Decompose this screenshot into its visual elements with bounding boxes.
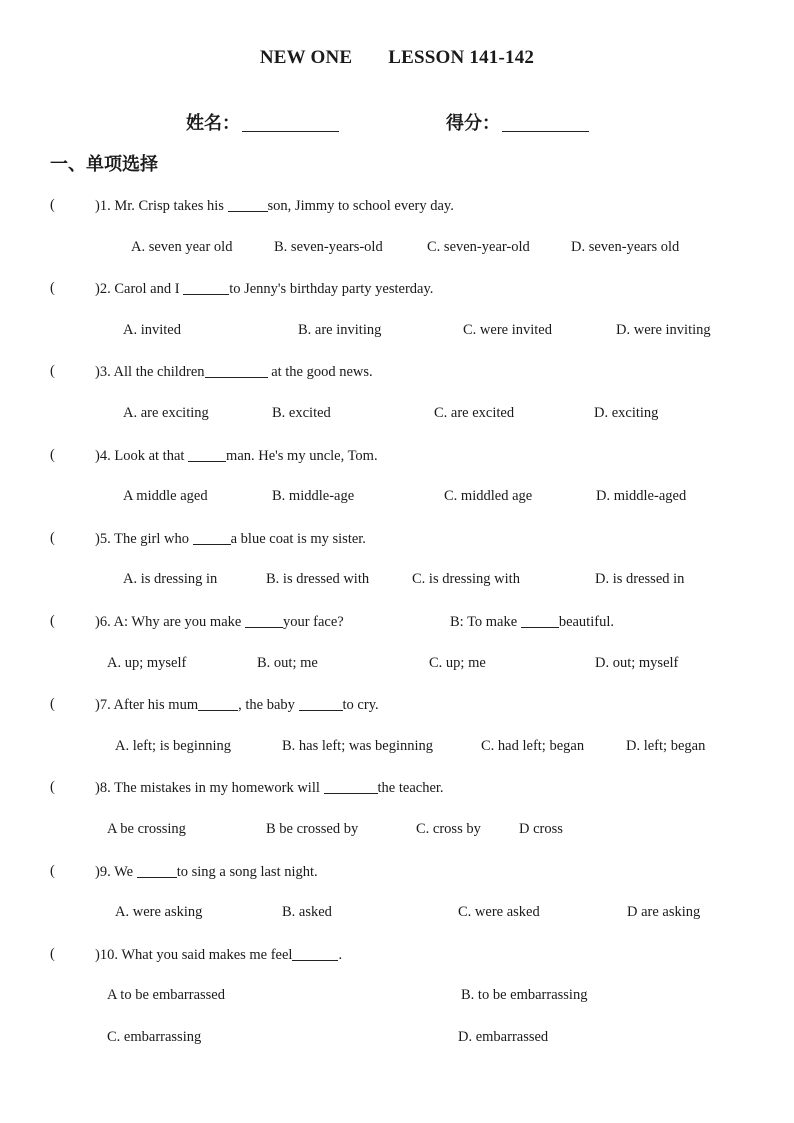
option-c[interactable]: C. cross by xyxy=(416,821,481,837)
blank xyxy=(521,613,559,628)
question-number: )4. xyxy=(95,448,111,464)
question-text: a blue coat is my sister. xyxy=(230,531,366,547)
answer-paren[interactable]: ( xyxy=(50,946,55,962)
name-blank[interactable] xyxy=(242,113,339,132)
option-a[interactable]: A. seven year old xyxy=(131,239,233,255)
option-a[interactable]: A. left; is beginning xyxy=(115,738,231,754)
score-field[interactable] xyxy=(446,109,589,135)
blank xyxy=(292,946,338,961)
answer-paren[interactable]: ( xyxy=(50,613,55,629)
answer-paren[interactable]: ( xyxy=(50,447,55,463)
option-b[interactable]: B. to be embarrassing xyxy=(461,987,588,1003)
blank xyxy=(324,779,378,794)
score-label: 得分： xyxy=(446,113,500,133)
option-c[interactable]: C. were invited xyxy=(463,322,552,338)
blank xyxy=(205,363,268,378)
option-a[interactable]: A to be embarrassed xyxy=(107,987,225,1003)
option-a[interactable]: A. are exciting xyxy=(123,405,209,421)
page-title xyxy=(0,47,794,69)
option-d[interactable]: D. seven-years old xyxy=(571,239,680,255)
option-d[interactable]: D cross xyxy=(519,821,563,837)
name-field[interactable] xyxy=(186,109,339,135)
question-text: son, Jimmy to school every day. xyxy=(267,198,454,214)
question-number: )3. xyxy=(95,364,111,380)
option-b[interactable]: B. out; me xyxy=(257,655,318,671)
answer-paren[interactable]: ( xyxy=(50,363,55,379)
question-text: Mr. Crisp takes his xyxy=(114,198,228,214)
option-a[interactable]: A be crossing xyxy=(107,821,186,837)
question-number: )1. xyxy=(95,198,111,214)
option-c[interactable]: C. were asked xyxy=(458,904,540,920)
option-a[interactable]: A. is dressing in xyxy=(123,571,218,587)
question-number: )10. xyxy=(95,947,118,963)
option-c[interactable]: C. up; me xyxy=(429,655,486,671)
question-number: )8. xyxy=(95,780,111,796)
answer-paren[interactable]: ( xyxy=(50,530,55,546)
option-d[interactable]: D. out; myself xyxy=(595,655,679,671)
option-a[interactable]: A. invited xyxy=(123,322,181,338)
answer-paren[interactable]: ( xyxy=(50,779,55,795)
option-d[interactable]: D. embarrassed xyxy=(458,1029,549,1045)
question-text: man. He's my uncle, Tom. xyxy=(226,448,378,464)
question-text: at the good news. xyxy=(267,364,373,380)
option-d[interactable]: D. left; began xyxy=(626,738,706,754)
option-b[interactable]: B. are inviting xyxy=(298,322,382,338)
title-lesson: LESSON 141-142 xyxy=(388,47,535,68)
question-text: the teacher. xyxy=(377,780,444,796)
blank xyxy=(198,696,238,711)
option-b[interactable]: B. has left; was beginning xyxy=(282,738,434,754)
question-text: A: Why are you make xyxy=(113,614,245,630)
score-blank[interactable] xyxy=(502,113,589,132)
option-b[interactable]: B. middle-age xyxy=(272,488,355,504)
answer-paren[interactable]: ( xyxy=(50,696,55,712)
question-text: We xyxy=(114,864,137,880)
option-d[interactable]: D. were inviting xyxy=(616,322,711,338)
option-b[interactable]: B. seven-years-old xyxy=(274,239,383,255)
question-text: your face? xyxy=(282,614,344,630)
option-d[interactable]: D. exciting xyxy=(594,405,659,421)
question-text: beautiful. xyxy=(558,614,614,630)
question-text: Carol and I xyxy=(114,281,184,297)
option-a[interactable]: A. were asking xyxy=(115,904,203,920)
question-text: to sing a song last night. xyxy=(176,864,318,880)
option-d[interactable]: D are asking xyxy=(627,904,701,920)
blank xyxy=(245,613,283,628)
question-text: What you said makes me feel xyxy=(121,947,293,963)
option-b[interactable]: B be crossed by xyxy=(266,821,359,837)
option-c[interactable]: C. are excited xyxy=(434,405,515,421)
question-text: The girl who xyxy=(114,531,193,547)
option-c[interactable]: C. middled age xyxy=(444,488,533,504)
name-label: 姓名： xyxy=(186,113,240,133)
question-number: )6. xyxy=(95,614,111,630)
blank xyxy=(183,280,229,295)
option-c[interactable]: C. seven-year-old xyxy=(427,239,530,255)
question-number: )9. xyxy=(95,864,111,880)
option-c[interactable]: C. embarrassing xyxy=(107,1029,202,1045)
question-text: . xyxy=(338,947,343,963)
option-b[interactable]: B. asked xyxy=(282,904,332,920)
question-number: )5. xyxy=(95,531,111,547)
answer-paren[interactable]: ( xyxy=(50,197,55,213)
question-text: After his mum xyxy=(113,697,199,713)
question-text: The mistakes in my homework will xyxy=(114,780,324,796)
question-text-b: B: To make xyxy=(450,614,521,630)
blank xyxy=(137,863,177,878)
option-d[interactable]: D. middle-aged xyxy=(596,488,687,504)
option-c[interactable]: C. is dressing with xyxy=(412,571,520,587)
option-d[interactable]: D. is dressed in xyxy=(595,571,685,587)
answer-paren[interactable]: ( xyxy=(50,863,55,879)
title-series: NEW ONE xyxy=(259,47,353,68)
question-text: All the children xyxy=(113,364,205,380)
section-heading: 一、单项选择 xyxy=(50,154,158,174)
question-text: Look at that xyxy=(114,448,189,464)
option-c[interactable]: C. had left; began xyxy=(481,738,585,754)
question-number: )2. xyxy=(95,281,111,297)
blank xyxy=(193,530,231,545)
option-a[interactable]: A middle aged xyxy=(123,488,208,504)
blank xyxy=(228,197,268,212)
question-text: , the baby xyxy=(238,697,299,713)
blank xyxy=(188,447,226,462)
blank xyxy=(299,696,343,711)
question-text: to cry. xyxy=(342,697,379,713)
question-number: )7. xyxy=(95,697,111,713)
question-text: to Jenny's birthday party yesterday. xyxy=(229,281,434,297)
option-a[interactable]: A. up; myself xyxy=(107,655,187,671)
option-b[interactable]: B. excited xyxy=(272,405,331,421)
option-b[interactable]: B. is dressed with xyxy=(266,571,370,587)
answer-paren[interactable]: ( xyxy=(50,280,55,296)
